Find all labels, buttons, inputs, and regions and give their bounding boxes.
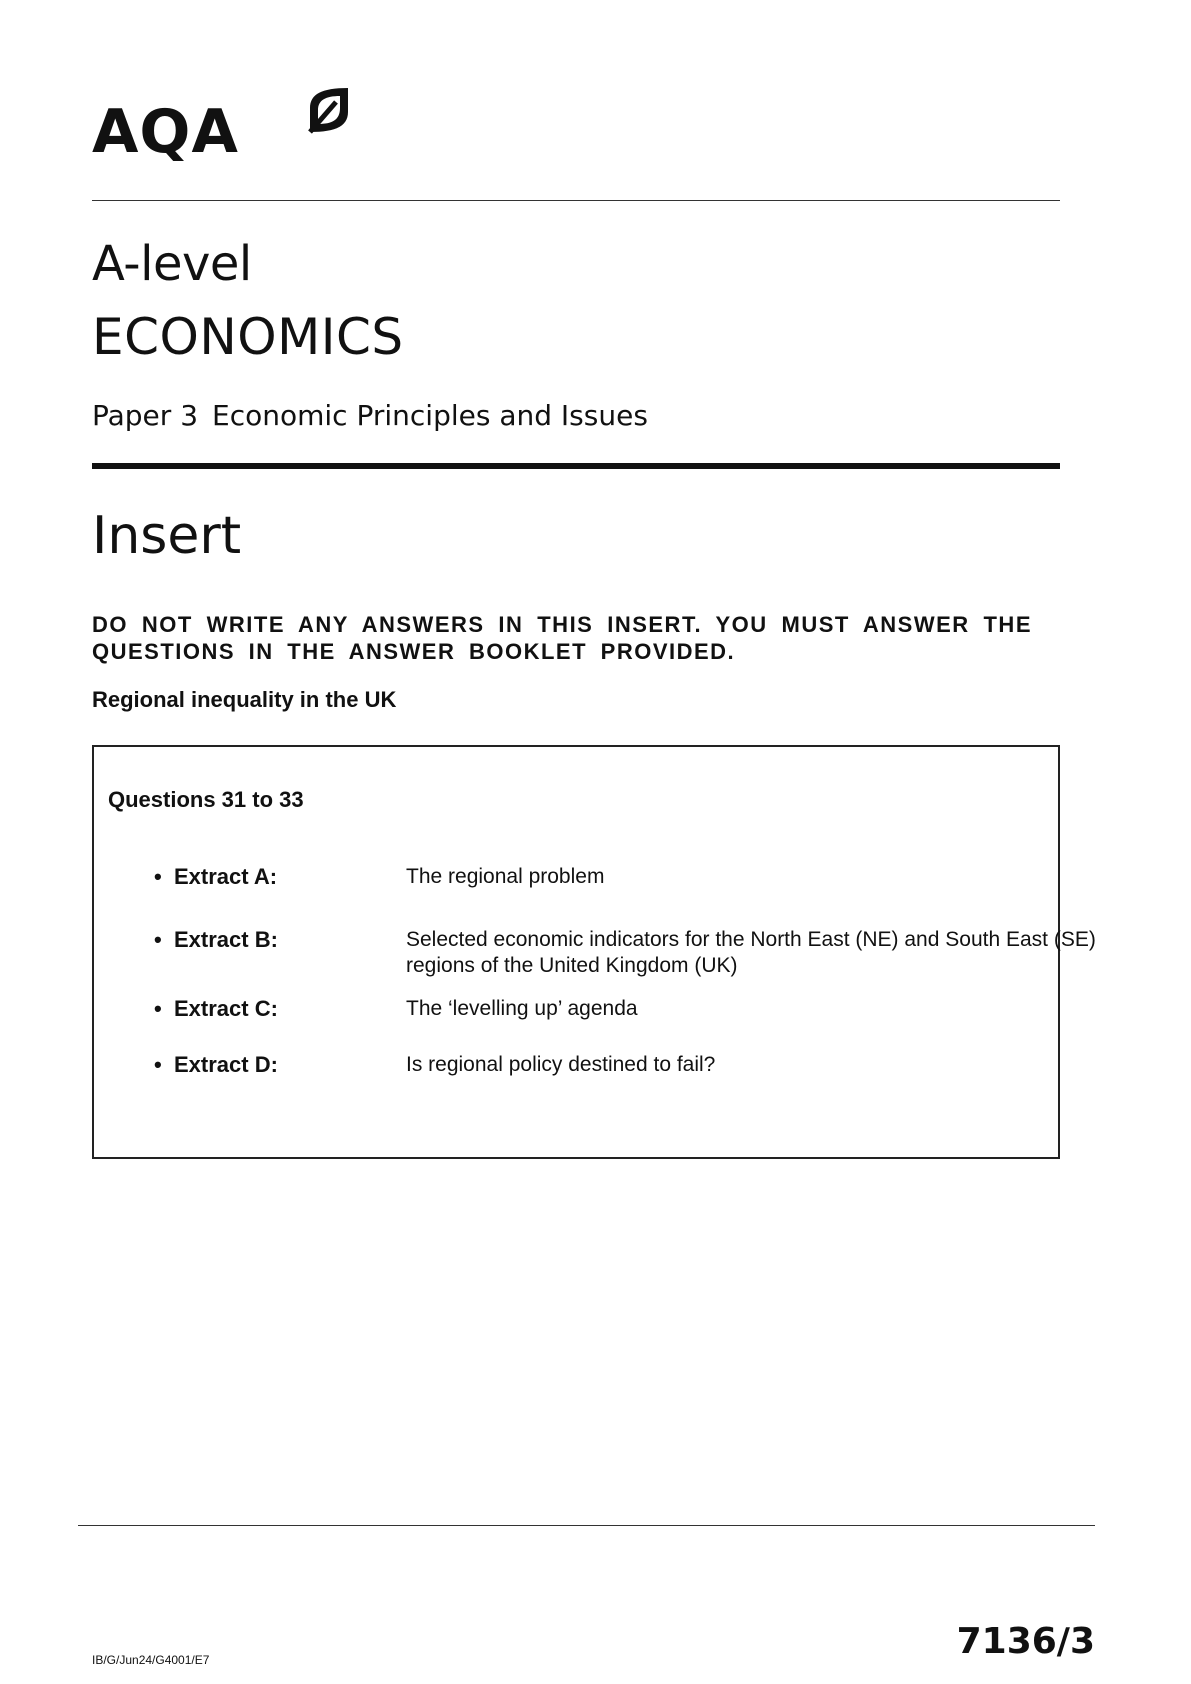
aqa-logo: [92, 86, 362, 182]
paper-code: 7136/3: [956, 1621, 1095, 1662]
paper-number: Paper 3: [92, 399, 199, 432]
extract-description: The ‘levelling up’ agenda: [406, 997, 638, 1020]
qualification-level: A-level: [92, 236, 252, 292]
extract-label: Extract D:: [174, 1052, 278, 1077]
subject-title: ECONOMICS: [92, 308, 404, 366]
bullet-icon: •: [154, 1052, 162, 1077]
topic-heading: Regional inequality in the UK: [92, 687, 397, 712]
header-divider: [92, 200, 1060, 201]
bullet-icon: •: [154, 927, 162, 952]
paper-heading: [92, 399, 648, 432]
bullet-icon: •: [154, 996, 162, 1021]
extract-description: The regional problem: [406, 865, 605, 888]
bullet-icon: •: [154, 864, 162, 889]
reference-code: IB/G/Jun24/G4001/E7: [92, 1653, 210, 1667]
extract-label: Extract C:: [174, 996, 278, 1021]
contents-box: [92, 745, 1096, 1159]
extract-label: Extract B:: [174, 927, 278, 952]
paper-title: Economic Principles and Issues: [212, 399, 648, 432]
extract-label: Extract A:: [174, 864, 278, 889]
footer-divider: [78, 1525, 1095, 1526]
logo-text: AQA: [92, 97, 239, 167]
extract-description: Selected economic indicators for the North East (NE) and South East (SE) regions of the United Kingdom (UK): [406, 928, 1096, 977]
leaf-icon: [306, 86, 352, 136]
document-type: Insert: [92, 506, 242, 566]
instructions: DO NOT WRITE ANY ANSWERS IN THIS INSERT. YOU MUST ANSWER THE QUESTIONS IN THE ANSWER BOOKLET PROVIDED.: [92, 612, 1032, 664]
questions-heading: Questions 31 to 33: [108, 787, 304, 812]
extract-description: Is regional policy destined to fail?: [406, 1053, 716, 1076]
title-divider: [92, 463, 1060, 469]
